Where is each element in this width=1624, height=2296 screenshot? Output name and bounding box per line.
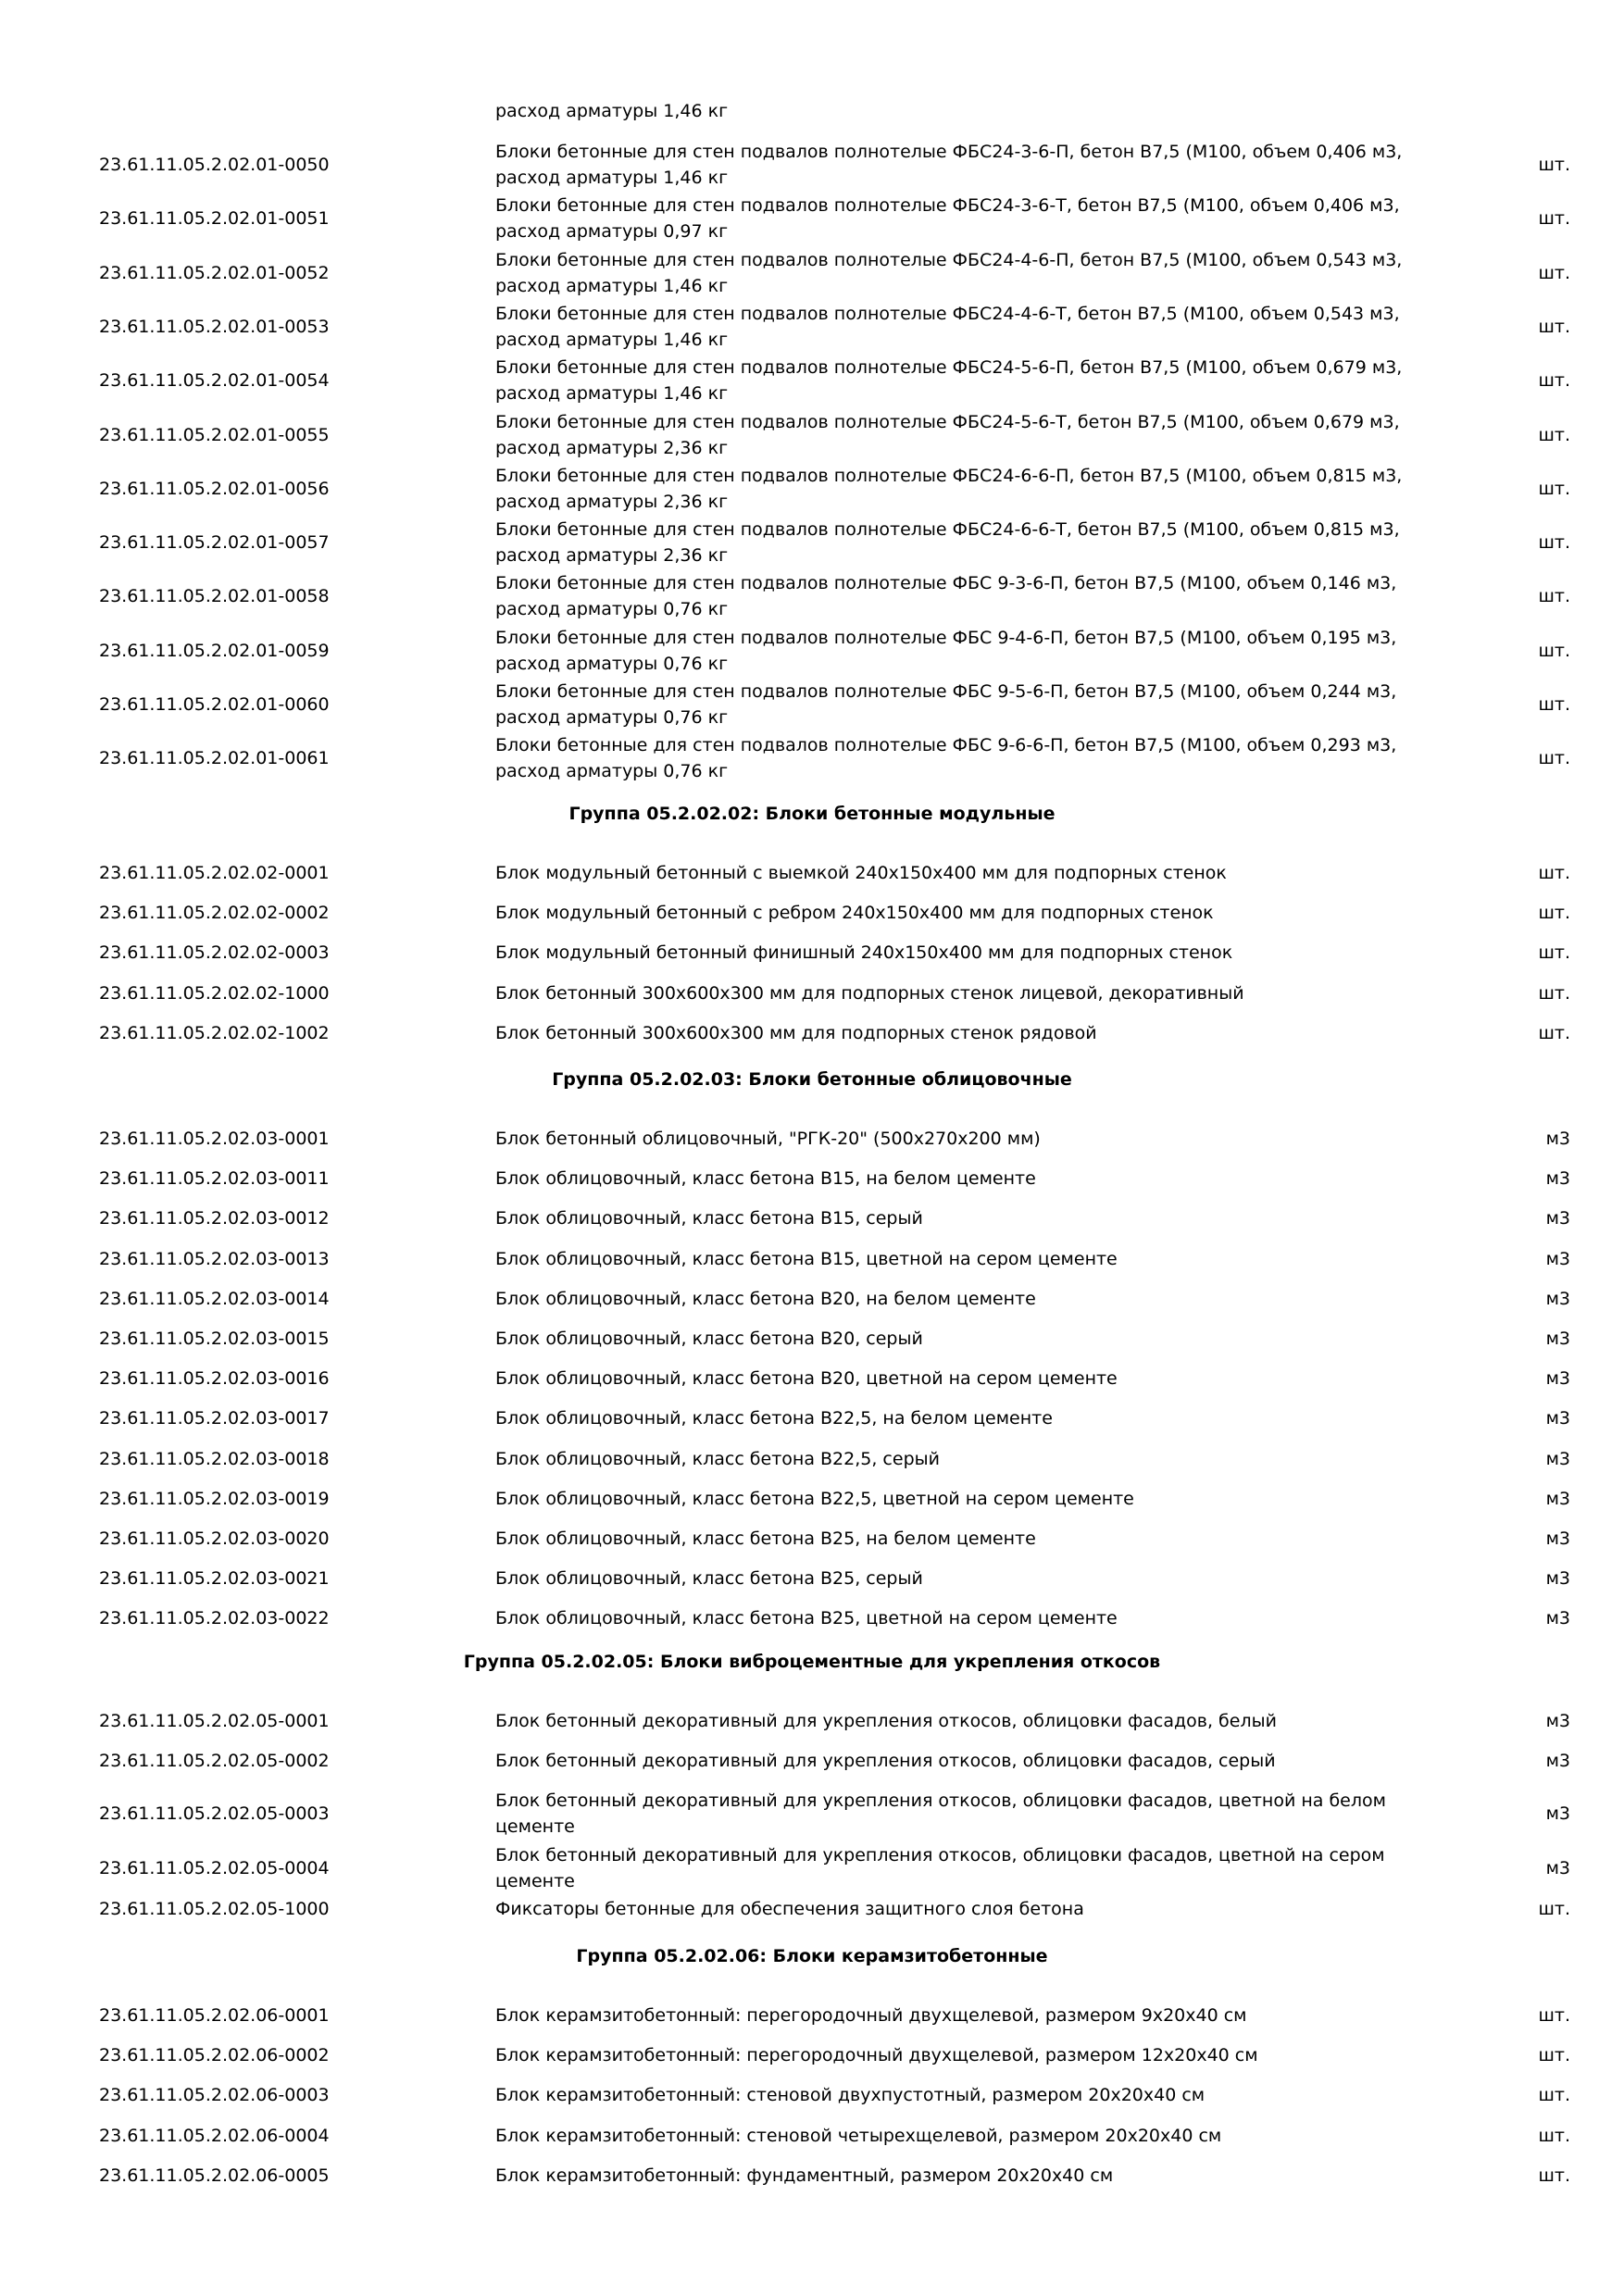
resource-code: 23.61.11.05.2.02.05-0004 (99, 1858, 330, 1878)
resource-code: 23.61.11.05.2.02.03-0017 (99, 1408, 330, 1429)
resource-description (495, 1366, 1440, 1391)
resource-description (495, 1020, 1440, 1046)
resource-code: 23.61.11.05.2.02.06-0002 (99, 2045, 330, 2065)
unit-of-measure: шт. (1538, 2085, 1570, 2105)
unit-of-measure: шт. (1538, 208, 1570, 229)
description-line: Блок керамзитобетонный: перегородочный двухщелевой, размером 9х20х40 см (495, 2005, 1247, 2026)
description-line: Блок облицовочный, класс бетона В15, на белом цементе (495, 1168, 1036, 1189)
resource-description (495, 463, 1440, 515)
unit-of-measure: м3 (1545, 1289, 1570, 1309)
unit-of-measure: шт. (1538, 1899, 1570, 1919)
resource-description (495, 1842, 1440, 1894)
unit-of-measure: шт. (1538, 317, 1570, 337)
resource-description (495, 1896, 1440, 1922)
resource-code: 23.61.11.05.2.02.03-0019 (99, 1489, 330, 1509)
resource-description (495, 1286, 1440, 1312)
resource-code: 23.61.11.05.2.02.02-0001 (99, 863, 330, 883)
resource-description (495, 1605, 1440, 1631)
unit-of-measure: шт. (1538, 263, 1570, 283)
resource-description (495, 980, 1440, 1006)
description-line: Блоки бетонные для стен подвалов полнотелые ФБС24-6-6-Т, бетон В7,5 (М100, объем 0,815 м3, (495, 519, 1400, 540)
unit-of-measure: шт. (1538, 863, 1570, 883)
resource-description (495, 1708, 1440, 1734)
description-line: Блок бетонный декоративный для укрепления откосов, облицовки фасадов, цветной на белом (495, 1791, 1386, 1811)
group-heading: Группа 05.2.02.02: Блоки бетонные модульные (568, 804, 1056, 824)
resource-code: 23.61.11.05.2.02.01-0050 (99, 155, 330, 175)
resource-code: 23.61.11.05.2.02.03-0022 (99, 1608, 330, 1628)
unit-of-measure: шт. (1538, 155, 1570, 175)
resource-code: 23.61.11.05.2.02.03-0020 (99, 1529, 330, 1549)
unit-of-measure: шт. (1538, 2005, 1570, 2026)
unit-of-measure: м3 (1545, 1449, 1570, 1469)
unit-of-measure: шт. (1538, 2126, 1570, 2146)
description-line: расход арматуры 2,36 кг (495, 492, 729, 512)
unit-of-measure: м3 (1545, 1858, 1570, 1878)
group-heading: Группа 05.2.02.03: Блоки бетонные облицовочные (552, 1069, 1072, 1090)
unit-of-measure: шт. (1538, 903, 1570, 923)
unit-of-measure: м3 (1545, 1249, 1570, 1269)
description-line: Блоки бетонные для стен подвалов полнотелые ФБС 9-4-6-П, бетон В7,5 (М100, объем 0,195 м3, (495, 628, 1397, 648)
group-heading: Группа 05.2.02.05: Блоки виброцементные для укрепления откосов (463, 1652, 1161, 1672)
unit-of-measure: м3 (1545, 1129, 1570, 1149)
unit-of-measure: шт. (1538, 983, 1570, 1004)
resource-description (495, 940, 1440, 966)
description-line: Блок модульный бетонный финишный 240х150х400 мм для подпорных стенок (495, 942, 1233, 963)
unit-of-measure: шт. (1538, 694, 1570, 715)
description-line: Блок облицовочный, класс бетона В22,5, на белом цементе (495, 1408, 1053, 1429)
description-line: Блок бетонный декоративный для укрепления откосов, облицовки фасадов, серый (495, 1751, 1276, 1771)
resource-description (495, 1748, 1440, 1774)
resource-code: 23.61.11.05.2.02.05-0002 (99, 1751, 330, 1771)
description-line: расход арматуры 0,76 кг (495, 761, 729, 781)
resource-description (495, 301, 1440, 353)
resource-description (495, 570, 1440, 622)
resource-description (495, 1166, 1440, 1192)
unit-of-measure: шт. (1538, 1023, 1570, 1043)
resource-code: 23.61.11.05.2.02.03-0012 (99, 1208, 330, 1229)
resource-code: 23.61.11.05.2.02.03-0021 (99, 1568, 330, 1589)
unit-of-measure: шт. (1538, 586, 1570, 606)
resource-description (495, 1126, 1440, 1152)
unit-of-measure: м3 (1545, 1368, 1570, 1389)
description-line: Блок бетонный 300х600х300 мм для подпорных стенок рядовой (495, 1023, 1097, 1043)
unit-of-measure: м3 (1545, 1168, 1570, 1189)
unit-of-measure: м3 (1545, 1489, 1570, 1509)
unit-of-measure: шт. (1538, 748, 1570, 768)
resource-code: 23.61.11.05.2.02.01-0056 (99, 479, 330, 499)
description-line: Блоки бетонные для стен подвалов полнотелые ФБС24-4-6-Т, бетон В7,5 (М100, объем 0,543 м3, (495, 304, 1400, 324)
description-line: Блоки бетонные для стен подвалов полнотелые ФБС24-5-6-Т, бетон В7,5 (М100, объем 0,679 м3, (495, 412, 1400, 432)
unit-of-measure: м3 (1545, 1803, 1570, 1824)
resource-description (495, 2123, 1440, 2149)
resource-code: 23.61.11.05.2.02.02-0002 (99, 903, 330, 923)
description-line: Блок бетонный декоративный для укрепления откосов, облицовки фасадов, белый (495, 1711, 1277, 1731)
resource-code: 23.61.11.05.2.02.06-0005 (99, 2165, 330, 2186)
unit-of-measure: шт. (1538, 532, 1570, 553)
description-line: Блок облицовочный, класс бетона В15, серый (495, 1208, 923, 1229)
description-line: Блоки бетонные для стен подвалов полнотелые ФБС 9-3-6-П, бетон В7,5 (М100, объем 0,146 м3, (495, 573, 1397, 593)
resource-description (495, 1446, 1440, 1472)
resource-code: 23.61.11.05.2.02.03-0011 (99, 1168, 330, 1189)
description-line: цементе (495, 1816, 575, 1837)
unit-of-measure: шт. (1538, 370, 1570, 391)
unit-of-measure: м3 (1545, 1568, 1570, 1589)
resource-description (495, 193, 1440, 244)
resource-code: 23.61.11.05.2.02.01-0052 (99, 263, 330, 283)
resource-description (495, 2042, 1440, 2068)
description-line: Блок облицовочный, класс бетона В15, цветной на сером цементе (495, 1249, 1118, 1269)
resource-description (495, 355, 1440, 406)
resource-code: 23.61.11.05.2.02.03-0001 (99, 1129, 330, 1149)
resource-description (495, 1205, 1440, 1231)
resource-code: 23.61.11.05.2.02.01-0058 (99, 586, 330, 606)
unit-of-measure: шт. (1538, 641, 1570, 661)
unit-of-measure: м3 (1545, 1751, 1570, 1771)
description-line: Блок керамзитобетонный: перегородочный двухщелевой, размером 12х20х40 см (495, 2045, 1258, 2065)
description-line: расход арматуры 1,46 кг (495, 330, 729, 350)
unit-of-measure: шт. (1538, 942, 1570, 963)
unit-of-measure: м3 (1545, 1329, 1570, 1349)
resource-description (495, 625, 1440, 677)
resource-description (495, 1788, 1440, 1840)
resource-description (495, 732, 1440, 784)
resource-description (495, 1405, 1440, 1431)
description-line: Фиксаторы бетонные для обеспечения защитного слоя бетона (495, 1899, 1084, 1919)
resource-code: 23.61.11.05.2.02.03-0015 (99, 1329, 330, 1349)
resource-code: 23.61.11.05.2.02.06-0004 (99, 2126, 330, 2146)
description-line: расход арматуры 2,36 кг (495, 545, 729, 566)
resource-description (495, 409, 1440, 461)
resource-code: 23.61.11.05.2.02.05-1000 (99, 1899, 330, 1919)
description-line: Блок облицовочный, класс бетона В25, на белом цементе (495, 1529, 1036, 1549)
unit-of-measure: м3 (1545, 1608, 1570, 1628)
resource-code: 23.61.11.05.2.02.01-0057 (99, 532, 330, 553)
description-line: расход арматуры 0,76 кг (495, 654, 729, 674)
description-line: Блок бетонный облицовочный, "РГК-20" (500х270х200 мм) (495, 1129, 1041, 1149)
description-line: Блок облицовочный, класс бетона В20, на белом цементе (495, 1289, 1036, 1309)
description-line: расход арматуры 1,46 кг (495, 276, 729, 296)
resource-description (495, 1486, 1440, 1512)
resource-description (495, 2082, 1440, 2108)
description-line: расход арматуры 0,97 кг (495, 221, 729, 242)
resource-description (495, 2003, 1440, 2028)
resource-code: 23.61.11.05.2.02.03-0014 (99, 1289, 330, 1309)
resource-code: 23.61.11.05.2.02.01-0051 (99, 208, 330, 229)
resource-code: 23.61.11.05.2.02.02-1002 (99, 1023, 330, 1043)
description-line: Блок облицовочный, класс бетона В20, серый (495, 1329, 923, 1349)
unit-of-measure: м3 (1545, 1529, 1570, 1549)
unit-of-measure: шт. (1538, 2045, 1570, 2065)
unit-of-measure: шт. (1538, 479, 1570, 499)
description-line: Блок модульный бетонный с ребром 240х150х400 мм для подпорных стенок (495, 903, 1214, 923)
description-line: Блок керамзитобетонный: стеновой двухпустотный, размером 20х20х40 см (495, 2085, 1206, 2105)
resource-description (495, 1526, 1440, 1552)
description-line: расход арматуры 1,46 кг (495, 168, 729, 188)
unit-of-measure: м3 (1545, 1208, 1570, 1229)
description-line: расход арматуры 0,76 кг (495, 707, 729, 728)
resource-code: 23.61.11.05.2.02.01-0053 (99, 317, 330, 337)
resource-code: 23.61.11.05.2.02.06-0003 (99, 2085, 330, 2105)
unit-of-measure: шт. (1538, 2165, 1570, 2186)
resource-description (495, 860, 1440, 886)
resource-code: 23.61.11.05.2.02.03-0018 (99, 1449, 330, 1469)
resource-code: 23.61.11.05.2.02.01-0055 (99, 425, 330, 445)
description-line: Блок облицовочный, класс бетона В25, цветной на сером цементе (495, 1608, 1118, 1628)
description-line: Блок облицовочный, класс бетона В20, цветной на сером цементе (495, 1368, 1118, 1389)
unit-of-measure: шт. (1538, 425, 1570, 445)
description-line: расход арматуры 1,46 кг (495, 383, 729, 404)
unit-of-measure: м3 (1545, 1408, 1570, 1429)
unit-of-measure: м3 (1545, 1711, 1570, 1731)
description-line: Блоки бетонные для стен подвалов полнотелые ФБС24-4-6-П, бетон В7,5 (М100, объем 0,543 м3, (495, 250, 1403, 270)
resource-description (495, 2163, 1440, 2189)
group-heading: Группа 05.2.02.06: Блоки керамзитобетонные (576, 1946, 1048, 1966)
resource-code: 23.61.11.05.2.02.03-0013 (99, 1249, 330, 1269)
resource-code: 23.61.11.05.2.02.05-0003 (99, 1803, 330, 1824)
description-line: Блок керамзитобетонный: стеновой четырехщелевой, размером 20х20х40 см (495, 2126, 1222, 2146)
resource-code: 23.61.11.05.2.02.01-0054 (99, 370, 330, 391)
resource-description (495, 1566, 1440, 1591)
resource-description (495, 247, 1440, 299)
continued-description-fragment: расход арматуры 1,46 кг (495, 101, 729, 121)
resource-code: 23.61.11.05.2.02.01-0060 (99, 694, 330, 715)
description-line: Блок облицовочный, класс бетона В25, серый (495, 1568, 923, 1589)
resource-code: 23.61.11.05.2.02.01-0059 (99, 641, 330, 661)
resource-code: 23.61.11.05.2.02.03-0016 (99, 1368, 330, 1389)
description-line: Блок бетонный 300х600х300 мм для подпорных стенок лицевой, декоративный (495, 983, 1244, 1004)
description-line: Блоки бетонные для стен подвалов полнотелые ФБС24-3-6-Т, бетон В7,5 (М100, объем 0,406 м3, (495, 195, 1400, 216)
resource-code: 23.61.11.05.2.02.05-0001 (99, 1711, 330, 1731)
description-line: расход арматуры 2,36 кг (495, 438, 729, 458)
description-line: Блок бетонный декоративный для укрепления откосов, облицовки фасадов, цветной на сером (495, 1845, 1385, 1866)
description-line: Блоки бетонные для стен подвалов полнотелые ФБС 9-6-6-П, бетон В7,5 (М100, объем 0,293 м3, (495, 735, 1397, 755)
resource-code: 23.61.11.05.2.02.02-0003 (99, 942, 330, 963)
description-line: Блоки бетонные для стен подвалов полнотелые ФБС24-5-6-П, бетон В7,5 (М100, объем 0,679 м3, (495, 357, 1403, 378)
description-line: Блок керамзитобетонный: фундаментный, размером 20х20х40 см (495, 2165, 1114, 2186)
resource-code: 23.61.11.05.2.02.06-0001 (99, 2005, 330, 2026)
resource-code: 23.61.11.05.2.02.02-1000 (99, 983, 330, 1004)
description-line: расход арматуры 0,76 кг (495, 599, 729, 619)
resource-description (495, 1246, 1440, 1272)
description-line: Блоки бетонные для стен подвалов полнотелые ФБС24-6-6-П, бетон В7,5 (М100, объем 0,815 м3, (495, 466, 1403, 486)
resource-description (495, 139, 1440, 191)
description-line: Блок облицовочный, класс бетона В22,5, серый (495, 1449, 940, 1469)
description-line: Блок модульный бетонный с выемкой 240х150х400 мм для подпорных стенок (495, 863, 1227, 883)
resource-code: 23.61.11.05.2.02.01-0061 (99, 748, 330, 768)
description-line: Блоки бетонные для стен подвалов полнотелые ФБС 9-5-6-П, бетон В7,5 (М100, объем 0,244 м3, (495, 681, 1397, 702)
description-line: Блок облицовочный, класс бетона В22,5, цветной на сером цементе (495, 1489, 1134, 1509)
resource-description (495, 900, 1440, 926)
description-line: цементе (495, 1871, 575, 1891)
resource-description (495, 679, 1440, 730)
description-line: Блоки бетонные для стен подвалов полнотелые ФБС24-3-6-П, бетон В7,5 (М100, объем 0,406 м3, (495, 142, 1403, 162)
resource-description (495, 1326, 1440, 1352)
resource-description (495, 517, 1440, 568)
